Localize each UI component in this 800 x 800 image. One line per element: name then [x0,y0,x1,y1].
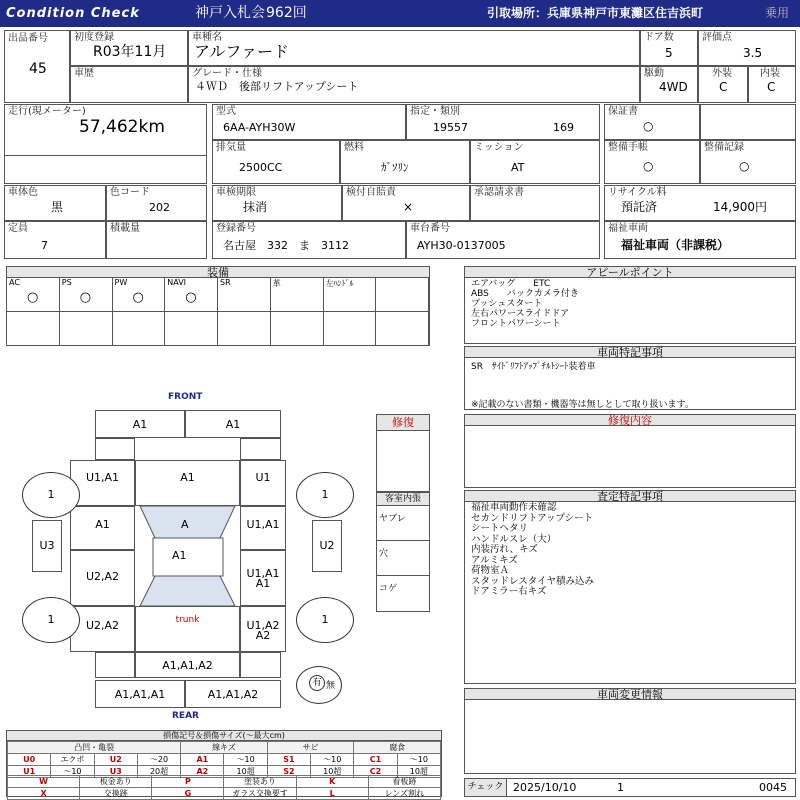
history-label: 車歴 [74,68,94,79]
welfare-label: 福祉車両 [608,223,648,234]
tire-left-rear[interactable]: 1 [22,597,80,643]
equipment-item [324,278,377,312]
legend-row-1 [8,754,441,766]
equipment-label: AC [9,278,20,287]
first-reg-label: 初度登録 [74,32,114,43]
right-quarter[interactable]: U1,A2 A2 [240,606,286,652]
legend-code: W [8,776,80,788]
interior-tear-label: ヤブレ [379,514,406,524]
model-label: 車種名 [192,32,222,43]
pickup-location: 引取場所：兵庫県神戸市東灘区住吉浜町 [487,6,704,20]
equipment-item [165,278,218,312]
capacity-box [4,221,106,259]
rear-corner-right [240,652,281,678]
legend-desc: エクボ [51,754,94,766]
right-front-door[interactable]: U1,A1 [240,506,286,550]
check-date: 2025/10/10 [513,781,577,794]
drive-label: 駆動 [644,68,664,79]
legend-table-2 [7,775,441,800]
color-code-box [106,185,207,221]
appeal-line: エアバッグ ETC [471,279,551,289]
interior-hole-label: 穴 [379,549,389,559]
legend-code: U2 [94,754,137,766]
approval-box [470,185,600,221]
inspection-box [212,185,342,221]
tire-right-front[interactable]: 1 [296,472,354,518]
designation-box [406,104,600,140]
equipment-title: 装備 [7,267,429,278]
selfcheck-value: × [403,200,414,214]
drive-box [640,66,698,103]
tire-right-rear[interactable]: 1 [296,597,354,643]
manual-label: 整備手帳 [608,142,648,153]
welfare-value: 福祉車両（非課税） [621,238,730,252]
appeal-title: アピールポイント [465,267,795,278]
capacity-value: 7 [41,239,48,252]
equipment-value: ○ [79,290,92,305]
legend-desc: ～10 [311,754,354,766]
fuel-box [340,140,470,184]
repair-box [376,414,430,492]
legend-desc: ～10 [397,754,440,766]
color-code-value: 202 [149,201,170,214]
load-box [106,221,207,259]
equipment-blank [324,312,377,345]
legend-desc: レンズ割れ [368,788,440,800]
equipment-item [113,278,166,312]
classification-value: 169 [553,121,574,134]
rear-label: REAR [172,711,199,721]
spare-tire-none: 無 [326,681,336,691]
hood[interactable]: A1 [135,460,240,506]
damage-legend [6,730,442,797]
recycle-label: リサイクル料 [608,187,667,198]
legend-code: U3 [94,766,137,778]
inspection-label: 車検期限 [216,187,256,198]
front-label: FRONT [168,392,203,402]
equipment-label: NAVI [167,278,187,287]
chassis-box [406,221,600,259]
lot-number: 45 [29,61,47,77]
legend-table [7,741,441,778]
check-code: 0045 [759,781,787,794]
score-box [698,30,796,66]
color-label: 車体色 [8,187,38,198]
rear-bumper-left[interactable]: A1,A1,A1 [95,680,185,708]
interior-row-tear [377,506,429,541]
capacity-label: 定員 [8,223,28,234]
front-bumper-left[interactable]: A1 [95,410,185,438]
inspector-line: セカンドリフトアップシート [471,512,594,524]
legend-desc: ～10 [224,754,267,766]
mission-box [470,140,600,184]
inspection-value: 抹消 [243,200,268,214]
type-label: 型式 [216,106,236,117]
record-value: ○ [739,159,750,173]
equipment-blank [60,312,113,345]
history-box [70,66,188,103]
selfcheck-box [342,185,470,221]
header-bar [0,0,800,27]
special-title: 車両特記事項 [465,347,795,358]
displacement-label: 排気量 [216,142,246,153]
interior-box [376,492,430,612]
legend-desc: 10超 [311,766,354,778]
mileage-value: 57,462km [79,117,165,137]
legend-desc: ～20 [137,754,180,766]
displacement-value: 2500CC [239,161,283,174]
fuel-value: ｶﾞｿﾘﾝ [381,161,409,174]
repair-content-title: 修復内容 [465,415,795,426]
check-num: 1 [617,781,624,794]
equipment-box [6,266,430,346]
color-box [4,185,106,221]
record-label: 整備記録 [704,142,744,153]
equipment-blank [165,312,218,345]
equipment-item [376,278,429,312]
brand-title: Condition Check [6,6,140,21]
manual-value: ○ [643,159,654,173]
equipment-label: SR [220,278,231,287]
grade-label: グレード・仕様 [192,68,262,79]
legend-code: S2 [267,766,310,778]
legend-desc: 20超 [137,766,180,778]
inspector-line: ドアミラー右キズ [471,586,547,597]
rear-corner-left [95,652,135,678]
warranty-box [604,104,700,140]
color-code-label: 色コード [110,187,150,198]
equipment-blank [7,312,60,345]
left-rear-door[interactable]: U2,A2 [70,550,135,606]
chassis-label: 車台番号 [410,223,450,234]
legend-code: P [152,776,224,788]
int-value: C [767,80,776,94]
legend-desc: ～10 [51,766,94,778]
legend-desc: 看板跡 [368,776,440,788]
legend-desc: ガラス交換要す [224,788,296,800]
left-front-door[interactable]: A1 [70,506,135,550]
special-box [464,346,796,410]
change-info-title: 車両変更情報 [465,689,795,700]
first-reg-value: R03年11月 [93,44,167,60]
equipment-blank [271,312,324,345]
recycle-fee: 14,900円 [713,200,767,214]
vehicle-category: 乗用 [765,6,790,20]
designation-label: 指定・類別 [410,106,460,117]
inspector-box [464,490,796,684]
model-box [188,30,640,66]
lot-label: 出品番号 [8,33,48,44]
interior-burn-label: コゲ [379,584,398,594]
special-note: ※記載のない書類・機器等は無しとして取り扱います。 [471,400,694,410]
inspector-title: 査定特記事項 [465,491,795,502]
legend-desc: 10超 [224,766,267,778]
legend-row-4 [8,788,441,800]
ext-value: C [719,80,728,94]
inspector-line: 荷物室Ａ [471,565,510,576]
plate-value: 名古屋 332 ま 3112 [223,239,349,252]
left-side-sill[interactable]: U3 [32,520,62,572]
chassis-value: AYH30-0137005 [417,239,506,252]
equipment-label: PS [61,278,72,287]
inspector-lines [471,503,594,598]
legend-desc: 10超 [397,766,440,778]
right-rear-door[interactable]: U1,A1 A1 [240,550,286,606]
legend-code: U1 [8,766,51,778]
welfare-box [604,221,796,259]
equipment-value: ○ [185,290,197,305]
equipment-blank [113,312,166,345]
score-value: 3.5 [743,46,763,60]
windshield-code[interactable]: A [181,518,189,531]
legend-code: C2 [354,766,397,778]
legend-code: C1 [354,754,397,766]
check-label: チェック [465,779,507,796]
recycle-box [604,185,796,221]
equipment-item [7,278,60,312]
inspector-line: スタッドレスタイヤ積み込み [471,575,595,587]
score-label: 評価点 [702,32,732,43]
doors-label: ドア数 [644,32,674,43]
legend-group-scratch: 線キズ [181,742,268,754]
legend-group-corrosion: 腐食 [354,742,441,754]
interior-title: 客室内張 [377,493,429,506]
appeal-lines [471,279,579,329]
equipment-value: ○ [27,290,39,305]
legend-code: K [296,776,368,788]
equipment-blank [376,312,429,345]
mission-value: AT [511,161,525,174]
type-value: 6AA-AYH30W [223,121,296,134]
displacement-box [212,140,340,184]
check-row [464,778,796,797]
first-reg-box [70,30,188,66]
right-front-fender[interactable]: U1 [240,460,286,506]
rear-bumper-right[interactable]: A1,A1,A2 [185,680,281,708]
legend-code: S1 [267,754,310,766]
front-corner-right [240,438,281,460]
mission-label: ミッション [474,142,524,153]
legend-group-rust: サビ [267,742,354,754]
color-value: 黒 [51,200,64,214]
type-box [212,104,406,140]
fuel-label: 燃料 [344,142,364,153]
repair-title: 修復 [377,415,429,431]
equipment-label: PW [114,278,128,287]
legend-group-dent: 凸凹・亀裂 [8,742,181,754]
left-front-fender[interactable]: U1,A1 [70,460,135,506]
drive-value: 4WD [659,80,688,94]
rear-gate[interactable]: A1,A1,A2 [135,652,240,678]
legend-code: G [152,788,224,800]
record-box [700,140,796,184]
appeal-line: ABS バックカメラ付き [471,289,579,299]
appeal-line: 左右パワースライドドア [471,309,570,319]
doors-value: 5 [665,46,673,60]
repair-content-box [464,414,796,488]
model-name: アルファード [194,42,290,61]
legend-desc: 塗装あり [224,776,296,788]
approval-label: 承認請求書 [474,187,524,198]
plate-label: 登録番号 [216,223,256,234]
recycle-status: 預託済 [621,200,658,214]
interior-row-burn [377,576,429,611]
warranty-value: ○ [643,119,654,133]
appeal-line: フロントパワーシート [471,319,561,329]
front-corner-left [95,438,135,460]
legend-code: U0 [8,754,51,766]
mileage-label: 走行(現メーター) [8,106,86,117]
inspector-line: 福祉車両動作未確認 [471,502,557,513]
legend-code: A1 [181,754,224,766]
int-box [748,66,796,103]
ext-box [698,66,748,103]
load-label: 積載量 [110,223,140,234]
inspector-line: 内装汚れ、キズ [471,544,538,555]
legend-title: 損傷記号＆損傷サイズ(～最大cm) [7,731,441,741]
legend-row-3 [8,776,441,788]
interior-row-hole [377,541,429,576]
equipment-blank [218,312,271,345]
legend-groups-row [8,742,441,754]
roof-code[interactable]: A1 [172,549,187,562]
equipment-item [271,278,324,312]
equipment-label: 革 [272,279,281,288]
blank-box-1 [700,104,796,140]
legend-code: X [8,788,80,800]
left-quarter[interactable]: U2,A2 [70,606,135,652]
change-info-box [464,688,796,774]
manual-box [604,140,700,184]
equipment-item [60,278,113,312]
special-line: SR ｻｲﾄﾞﾘﾌﾄｱｯﾌﾟﾁﾙﾄｼｰﾄ装着車 [471,362,596,372]
designation-value: 19557 [433,121,468,134]
legend-desc: 交換跡 [80,788,152,800]
int-label: 内装 [760,68,780,79]
equipment-item [218,278,271,312]
equipment-value: ○ [132,290,144,305]
legend-desc: 板金あり [80,776,152,788]
ext-label: 外装 [712,68,732,79]
grade-box [188,66,640,103]
mileage-box [4,104,207,184]
right-side-sill[interactable]: U2 [312,520,342,572]
appeal-line: プッシュスタート [471,299,543,309]
mileage-divider [5,155,206,156]
warranty-label: 保証書 [608,106,638,117]
spare-tire-yes: 有 [309,675,325,691]
tire-left-front[interactable]: 1 [22,472,80,518]
doors-box [640,30,698,66]
front-bumper-right[interactable]: A1 [185,410,281,438]
equipment-label: 左ﾊﾝﾄﾞﾙ [325,279,354,288]
legend-code: A2 [181,766,224,778]
session-number: 962回 [266,5,307,21]
selfcheck-label: 検付自賠責 [346,187,396,198]
appeal-box [464,266,796,344]
plate-box [212,221,406,259]
inspector-line: アルミキズ [471,554,518,566]
auction-name: 神戸入札会 [195,5,265,21]
legend-code: L [296,788,368,800]
inspector-line: ハンドルスレ（大） [471,533,557,545]
lot-box [4,30,70,103]
inspector-line: シートヘタリ [471,523,529,534]
trunk[interactable]: trunk [135,606,240,652]
grade-value: ４ＷＤ 後部リフトアップシート [195,80,359,93]
